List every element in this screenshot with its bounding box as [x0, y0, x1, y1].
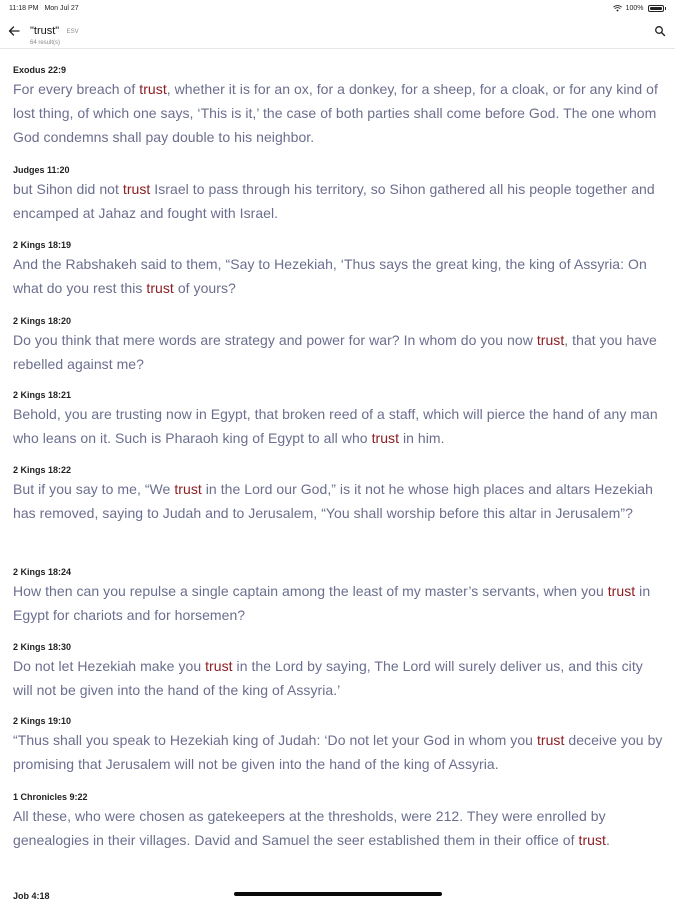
verse-text: [13, 579, 663, 627]
verse-text-segment: in the Lord by saying, The Lord will surely deliver us, and this city will not be given into the hand of the king of Assyria.’: [13, 658, 643, 698]
status-left: [9, 5, 79, 12]
verse-text-segment: Behold, you are trusting now in Egypt, that broken reed of a staff, which will pierce the hand of any man who leans on it. Such is Pharaoh king of Egypt to all who: [13, 406, 658, 446]
verse-reference: Job 4:18: [13, 891, 50, 900]
list-item[interactable]: [13, 641, 663, 702]
home-indicator: [234, 892, 442, 896]
verse-text-segment: in him.: [399, 430, 445, 446]
list-item[interactable]: [13, 389, 663, 450]
status-time: 11:18 PM: [9, 4, 39, 12]
verse-text-segment: deceive you by promising that Jerusalem will not be given into the hand of the king of Assyria.: [13, 732, 663, 772]
verse-text-segment: Do not let Hezekiah make you: [13, 658, 206, 674]
verse-text: [13, 328, 663, 376]
verse-text: [13, 252, 663, 300]
verse-reference: 2 Kings 18:20: [13, 316, 72, 326]
verse-text-segment: For every breach of: [13, 81, 140, 97]
verse-reference: 1 Chronicles 9:22: [13, 792, 88, 802]
battery-percent: 100%: [625, 4, 644, 12]
search-term-highlight: trust: [607, 583, 636, 599]
list-item[interactable]: [13, 315, 663, 376]
battery-icon: [648, 5, 664, 12]
verse-reference: 2 Kings 18:30: [13, 642, 72, 652]
verse-text: [13, 177, 663, 225]
verse-reference: 2 Kings 19:10: [13, 716, 72, 726]
search-term-highlight: trust: [371, 430, 400, 446]
verse-text-segment: but Sihon did not: [13, 181, 123, 197]
verse-text: [13, 477, 663, 525]
search-term-highlight: trust: [146, 280, 174, 296]
verse-reference: Judges 11:20: [13, 165, 70, 175]
verse-text: [13, 654, 663, 702]
verse-text-segment: But if you say to me, “We: [13, 481, 175, 497]
verse-text-segment: in Egypt for chariots and for horsemen?: [13, 583, 651, 623]
verse-text-segment: Israel to pass through his territory, so Sihon gathered all his people together and encamped at Jahaz and fought with Israel.: [13, 181, 655, 221]
verse-text-segment: in the Lord our God,” is it not he whose high places and altars Hezekiah has removed, saying to Judah and to Jerusalem, “You shall worship before this altar in Jerusalem”?: [13, 481, 653, 521]
verse-text-segment: , whether it is for an ox, for a donkey, for a sheep, for a cloak, or for any kind of lost thing, of which one says, ‘This is it,’ the case of both parties shall come before God. The one whom God condemns shall pay double to his neighbor.: [13, 81, 658, 145]
search-term-highlight: trust: [139, 81, 167, 97]
verse-text-segment: Do you think that mere words are strategy and power for war? In whom do you now: [13, 332, 537, 348]
page-title: "trust": [30, 25, 60, 37]
verse-text-segment: All these, who were chosen as gatekeepers at the thresholds, were 212. They were enrolled by genealogies in their villages. David and Samuel the seer established them in their office of: [13, 808, 606, 848]
verse-text: [13, 77, 663, 149]
list-item[interactable]: [13, 566, 663, 627]
status-date: Mon Jul 27: [44, 4, 79, 12]
nav-bar: [0, 16, 675, 49]
verse-text-segment: “Thus shall you speak to Hezekiah king of Judah: ‘Do not let your God in whom you: [13, 732, 537, 748]
verse-text-segment: , that you have rebelled against me?: [13, 332, 657, 372]
search-term-highlight: trust: [536, 332, 565, 348]
search-icon[interactable]: [654, 25, 666, 37]
verse-text-segment: And the Rabshakeh said to them, “Say to Hezekiah, ‘Thus says the great king, the king of Assyria: On what do you rest this: [13, 256, 647, 296]
verse-reference: 2 Kings 18:22: [13, 465, 72, 475]
version-label: ESV: [66, 29, 79, 35]
list-item[interactable]: [13, 164, 663, 225]
list-item[interactable]: [13, 464, 663, 525]
search-term-highlight: trust: [578, 832, 606, 848]
list-item[interactable]: [13, 64, 663, 149]
verse-text: [13, 402, 663, 450]
verse-text-segment: How then can you repulse a single captain among the least of my master’s servants, when you: [13, 583, 608, 599]
search-term-highlight: trust: [122, 181, 151, 197]
list-item[interactable]: [13, 239, 663, 300]
status-bar: [0, 0, 675, 16]
search-term-highlight: trust: [536, 732, 565, 748]
verse-reference: Exodus 22:9: [13, 65, 67, 75]
battery-tip: [665, 7, 667, 10]
wifi-icon: [613, 5, 622, 12]
verse-text: [13, 728, 663, 776]
verse-reference: 2 Kings 18:19: [13, 240, 72, 250]
list-item[interactable]: [13, 791, 663, 852]
result-count: 64 result(s): [30, 40, 61, 46]
search-term-highlight: trust: [205, 658, 233, 674]
verse-text: [13, 804, 663, 852]
search-results-list: [0, 50, 675, 900]
verse-text-segment: of yours?: [173, 280, 236, 296]
nav-title-group: [30, 21, 79, 46]
verse-reference: 2 Kings 18:24: [13, 567, 72, 577]
verse-reference: 2 Kings 18:21: [13, 390, 72, 400]
verse-text-segment: .: [605, 832, 610, 848]
arrow-left-icon[interactable]: [7, 24, 21, 38]
search-term-highlight: trust: [174, 481, 202, 497]
list-item[interactable]: [13, 715, 663, 776]
status-right: [613, 5, 666, 12]
